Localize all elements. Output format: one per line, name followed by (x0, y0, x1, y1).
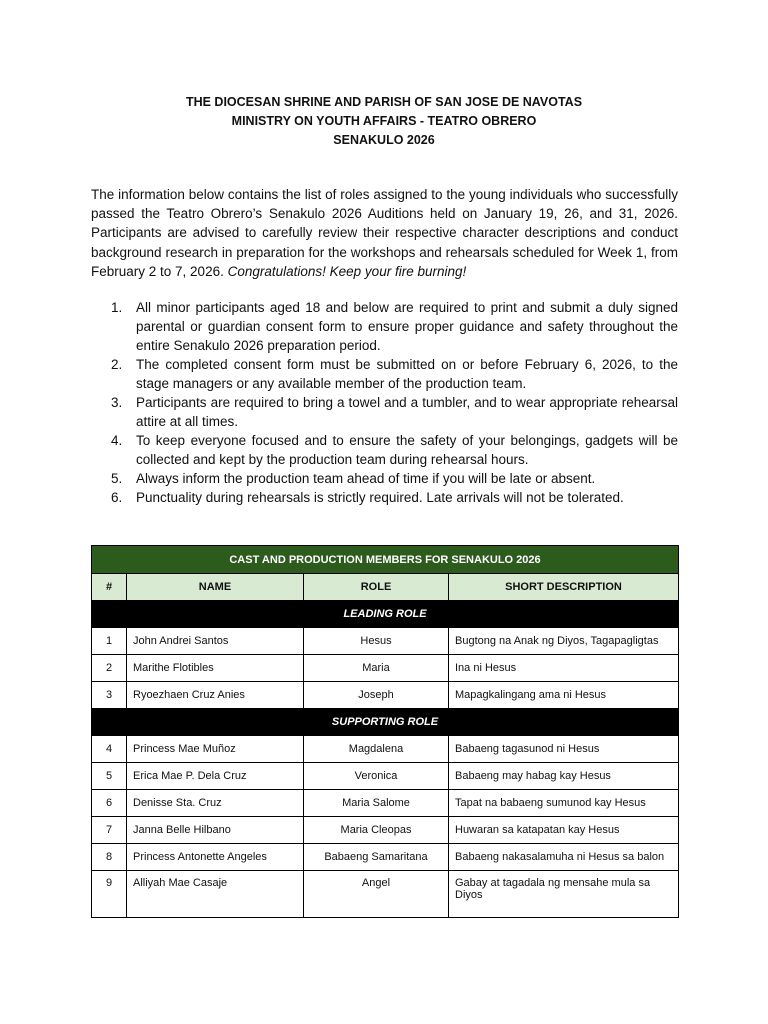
cell-role: Magdalena (304, 736, 449, 763)
cell-description: Ina ni Hesus (449, 655, 679, 682)
rule-item (91, 469, 678, 488)
cell-description: Mapagkalingang ama ni Hesus (449, 682, 679, 709)
table-title-row (92, 546, 679, 574)
cell-name: Erica Mae P. Dela Cruz (127, 763, 304, 790)
table-title: CAST AND PRODUCTION MEMBERS FOR SENAKULO 2026 (92, 546, 679, 574)
rule-number: 3. (111, 395, 123, 410)
rule-number: 4. (111, 433, 123, 448)
cell-description: Bugtong na Anak ng Diyos, Tagapagligtas (449, 628, 679, 655)
table-row (92, 790, 679, 817)
section-label: SUPPORTING ROLE (92, 709, 679, 736)
cell-number: 7 (92, 817, 127, 844)
column-header-name: NAME (127, 574, 304, 601)
header-event-name: SENAKULO 2026 (333, 133, 435, 147)
intro-text: The information below contains the list of roles assigned to the young individuals who successfully passed the Teatro Obrero’s Senakulo 2026 Auditions held on January 19, 26, and 31, 2026. Participants are advised to carefully review their respective character descriptions and conduct background research in preparation for the workshops and rehearsals scheduled for Week 1, from February 2 to 7, 2026. (91, 187, 678, 279)
cell-number: 9 (92, 871, 127, 918)
rule-number: 1. (111, 300, 123, 315)
cell-number: 6 (92, 790, 127, 817)
table-row (92, 871, 679, 918)
cell-number: 2 (92, 655, 127, 682)
cell-name: Janna Belle Hilbano (127, 817, 304, 844)
table-row (92, 736, 679, 763)
header-ministry-name: MINISTRY ON YOUTH AFFAIRS - TEATRO OBRERO (231, 114, 537, 128)
cell-description: Babaeng tagasunod ni Hesus (449, 736, 679, 763)
cell-number: 5 (92, 763, 127, 790)
column-header-number: # (92, 574, 127, 601)
cell-role: Angel (304, 871, 449, 918)
rule-item (91, 355, 678, 393)
rule-number: 6. (111, 490, 123, 505)
rule-item (91, 431, 678, 469)
rule-item (91, 393, 678, 431)
rule-text: Punctuality during rehearsals is strictly required. Late arrivals will not be tolerated. (136, 490, 624, 505)
cell-name: Ryoezhaen Cruz Anies (127, 682, 304, 709)
cell-role: Veronica (304, 763, 449, 790)
rule-text: All minor participants aged 18 and below are required to print and submit a duly signed parental or guardian consent form to ensure proper guidance and safety throughout the entire Senakulo 2026 preparation period. (136, 300, 678, 353)
rule-item (91, 488, 678, 507)
cell-name: John Andrei Santos (127, 628, 304, 655)
document-header (0, 93, 768, 150)
table-row (92, 817, 679, 844)
section-row-supporting-role (92, 709, 679, 736)
cell-role: Hesus (304, 628, 449, 655)
cast-table (91, 545, 679, 918)
cell-role: Maria Salome (304, 790, 449, 817)
cell-number: 3 (92, 682, 127, 709)
rules-list (91, 298, 678, 507)
cell-name: Marithe Flotibles (127, 655, 304, 682)
cell-number: 4 (92, 736, 127, 763)
intro-paragraph (91, 185, 678, 281)
table-row (92, 763, 679, 790)
rule-text: Participants are required to bring a towel and a tumbler, and to wear appropriate rehearsal attire at all times. (136, 395, 678, 429)
cell-number: 1 (92, 628, 127, 655)
column-header-description: SHORT DESCRIPTION (449, 574, 679, 601)
cell-description: Tapat na babaeng sumunod kay Hesus (449, 790, 679, 817)
table-header-row (92, 574, 679, 601)
cell-number: 8 (92, 844, 127, 871)
rule-item (91, 298, 678, 355)
section-label: LEADING ROLE (92, 601, 679, 628)
rule-number: 5. (111, 471, 123, 486)
cell-role: Babaeng Samaritana (304, 844, 449, 871)
cell-description: Babaeng may habag kay Hesus (449, 763, 679, 790)
table-row (92, 682, 679, 709)
table-row (92, 628, 679, 655)
cell-name: Alliyah Mae Casaje (127, 871, 304, 918)
cell-role: Maria Cleopas (304, 817, 449, 844)
cell-name: Princess Mae Muñoz (127, 736, 304, 763)
rule-text: Always inform the production team ahead of time if you will be late or absent. (136, 471, 596, 486)
cell-description: Babaeng nakasalamuha ni Hesus sa balon (449, 844, 679, 871)
cell-role: Maria (304, 655, 449, 682)
table-row (92, 655, 679, 682)
column-header-role: ROLE (304, 574, 449, 601)
header-parish-name: THE DIOCESAN SHRINE AND PARISH OF SAN JOSE DE NAVOTAS (185, 95, 583, 109)
cell-name: Denisse Sta. Cruz (127, 790, 304, 817)
cell-description: Huwaran sa katapatan kay Hesus (449, 817, 679, 844)
cell-description: Gabay at tagadala ng mensahe mula sa Diyos (449, 871, 679, 918)
section-row-leading-role (92, 601, 679, 628)
intro-congratulations: Congratulations! Keep your fire burning! (227, 263, 467, 279)
table-row (92, 844, 679, 871)
rule-text: To keep everyone focused and to ensure the safety of your belongings, gadgets will be collected and kept by the production team during rehearsal hours. (136, 433, 678, 467)
rule-text: The completed consent form must be submitted on or before February 6, 2026, to the stage managers or any available member of the production team. (136, 357, 678, 391)
cell-role: Joseph (304, 682, 449, 709)
rule-number: 2. (111, 357, 123, 372)
cell-name: Princess Antonette Angeles (127, 844, 304, 871)
